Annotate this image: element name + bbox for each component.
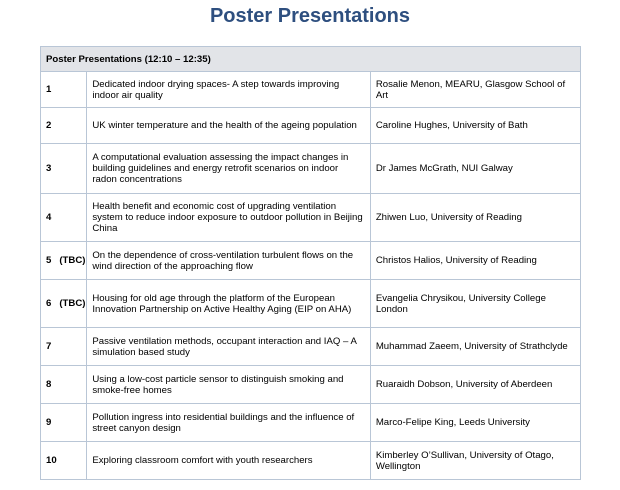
page-title: Poster Presentations xyxy=(209,5,411,27)
poster-author: Evangelia Chrysikou, University College London xyxy=(370,280,580,328)
table-row xyxy=(41,144,581,194)
table-row xyxy=(41,404,581,442)
table-row xyxy=(41,108,581,144)
poster-number: 7 xyxy=(41,328,87,366)
poster-number: 4 xyxy=(41,194,87,242)
poster-number: 9 xyxy=(41,404,87,442)
poster-title: On the dependence of cross-ventilation turbulent flows on the wind direction of the approaching flow xyxy=(87,242,370,280)
poster-title: UK winter temperature and the health of the ageing population xyxy=(87,108,370,144)
poster-number: 2 xyxy=(41,108,87,144)
table-row xyxy=(41,72,581,108)
poster-author: Ruaraidh Dobson, University of Aberdeen xyxy=(370,366,580,404)
poster-number: 1 xyxy=(41,72,87,108)
poster-author: Caroline Hughes, University of Bath xyxy=(370,108,580,144)
poster-author: Zhiwen Luo, University of Reading xyxy=(370,194,580,242)
poster-title: Health benefit and economic cost of upgrading ventilation system to reduce indoor exposure to outdoor pollution in Beijing China xyxy=(87,194,370,242)
table-row xyxy=(41,328,581,366)
poster-number: 8 xyxy=(41,366,87,404)
poster-schedule-table xyxy=(40,46,581,480)
poster-author: Muhammad Zaeem, University of Strathclyde xyxy=(370,328,580,366)
poster-author: Christos Halios, University of Reading xyxy=(370,242,580,280)
poster-title: Using a low-cost particle sensor to distinguish smoking and smoke-free homes xyxy=(87,366,370,404)
poster-title: Pollution ingress into residential buildings and the influence of street canyon design xyxy=(87,404,370,442)
poster-author: Kimberley O’Sullivan, University of Otago, Wellington xyxy=(370,442,580,480)
poster-title: A computational evaluation assessing the impact changes in building guidelines and energy retrofit scenarios on indoor radon concentrations xyxy=(87,144,370,194)
table-row xyxy=(41,242,581,280)
table-row xyxy=(41,280,581,328)
poster-author: Marco-Felipe King, Leeds University xyxy=(370,404,580,442)
poster-number: 6 (TBC) xyxy=(41,280,87,328)
table-row xyxy=(41,366,581,404)
poster-title: Housing for old age through the platform of the European Innovation Partnership on Active Healthy Aging (EIP on AHA) xyxy=(87,280,370,328)
poster-title: Exploring classroom comfort with youth researchers xyxy=(87,442,370,480)
poster-number: 3 xyxy=(41,144,87,194)
table-row xyxy=(41,442,581,480)
poster-number: 10 xyxy=(41,442,87,480)
table-row xyxy=(41,194,581,242)
poster-number: 5 (TBC) xyxy=(41,242,87,280)
poster-title: Passive ventilation methods, occupant interaction and IAQ – A simulation based study xyxy=(87,328,370,366)
poster-author: Dr James McGrath, NUI Galway xyxy=(370,144,580,194)
poster-author: Rosalie Menon, MEARU, Glasgow School of Art xyxy=(370,72,580,108)
session-header: Poster Presentations (12:10 – 12:35) xyxy=(41,47,581,72)
session-header-row xyxy=(41,47,581,72)
poster-title: Dedicated indoor drying spaces- A step towards improving indoor air quality xyxy=(87,72,370,108)
